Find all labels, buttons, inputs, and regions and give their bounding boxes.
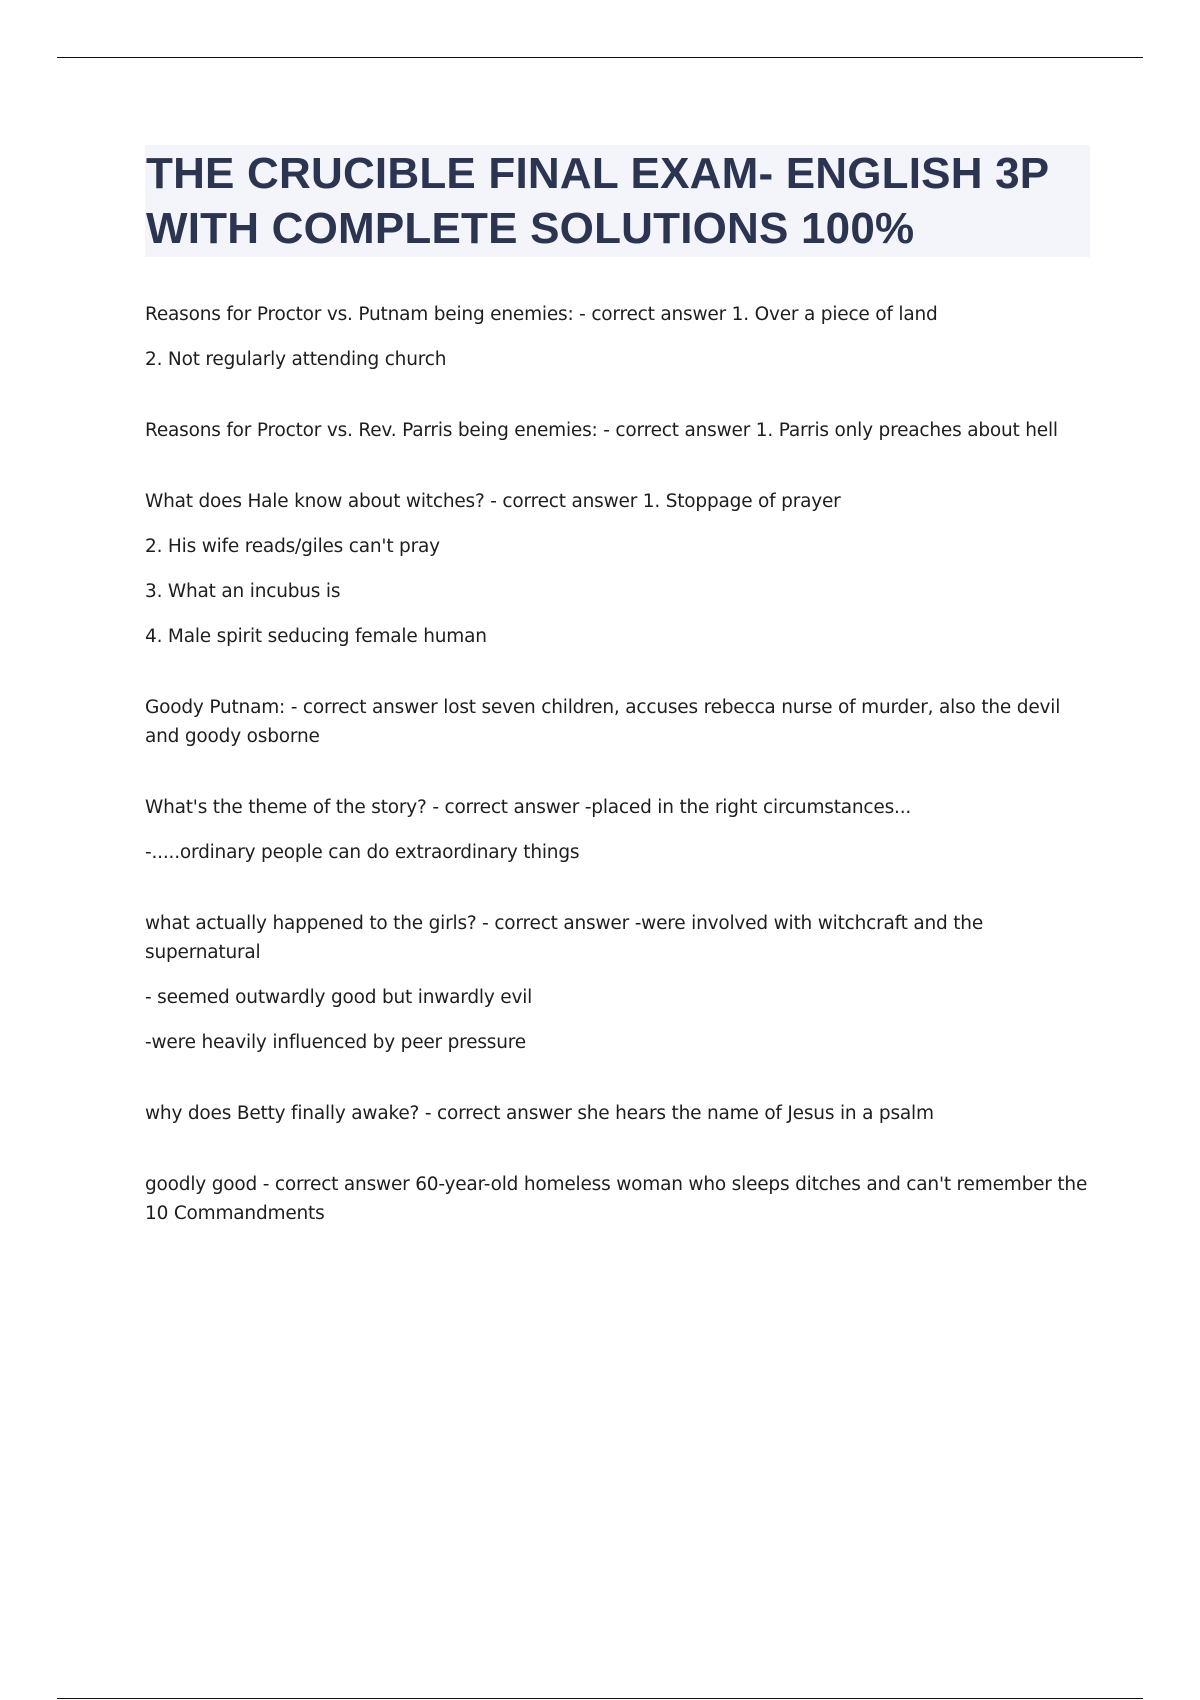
qa-line: What does Hale know about witches? - correct answer 1. Stoppage of prayer [145, 491, 841, 512]
qa-item [145, 793, 1090, 867]
document-body [145, 300, 1090, 1270]
qa-line: why does Betty finally awake? - correct answer she hears the name of Jesus in a psalm [145, 1103, 934, 1124]
qa-line: Reasons for Proctor vs. Rev. Parris being enemies: - correct answer 1. Parris only preaches about hell [145, 420, 1058, 441]
qa-line: What's the theme of the story? - correct answer -placed in the right circumstances... [145, 797, 912, 818]
qa-line: -were heavily influenced by peer pressure [145, 1032, 526, 1053]
qa-item [145, 1170, 1090, 1228]
qa-line: 2. Not regularly attending church [145, 349, 447, 370]
qa-line: goodly good - correct answer 60-year-old homeless woman who sleeps ditches and can't remember the 10 Commandments [145, 1174, 1088, 1224]
qa-item [145, 909, 1090, 1057]
bottom-rule [57, 1698, 1143, 1699]
qa-item [145, 693, 1090, 751]
qa-line: - seemed outwardly good but inwardly evil [145, 987, 533, 1008]
qa-line: Goody Putnam: - correct answer lost seven children, accuses rebecca nurse of murder, also the devil and goody osborne [145, 697, 1061, 747]
top-rule [57, 57, 1143, 58]
qa-item [145, 487, 1090, 651]
qa-line: what actually happened to the girls? - correct answer -were involved with witchcraft and the supernatural [145, 913, 984, 963]
qa-line: -.....ordinary people can do extraordinary things [145, 842, 580, 863]
qa-line: Reasons for Proctor vs. Putnam being enemies: - correct answer 1. Over a piece of land [145, 304, 938, 325]
qa-line: 2. His wife reads/giles can't pray [145, 536, 440, 557]
document-title: THE CRUCIBLE FINAL EXAM- ENGLISH 3P WITH COMPLETE SOLUTIONS 100% [146, 149, 1049, 253]
qa-line: 4. Male spirit seducing female human [145, 626, 487, 647]
qa-item [145, 300, 1090, 374]
qa-item [145, 416, 1090, 445]
qa-line: 3. What an incubus is [145, 581, 341, 602]
qa-item [145, 1099, 1090, 1128]
